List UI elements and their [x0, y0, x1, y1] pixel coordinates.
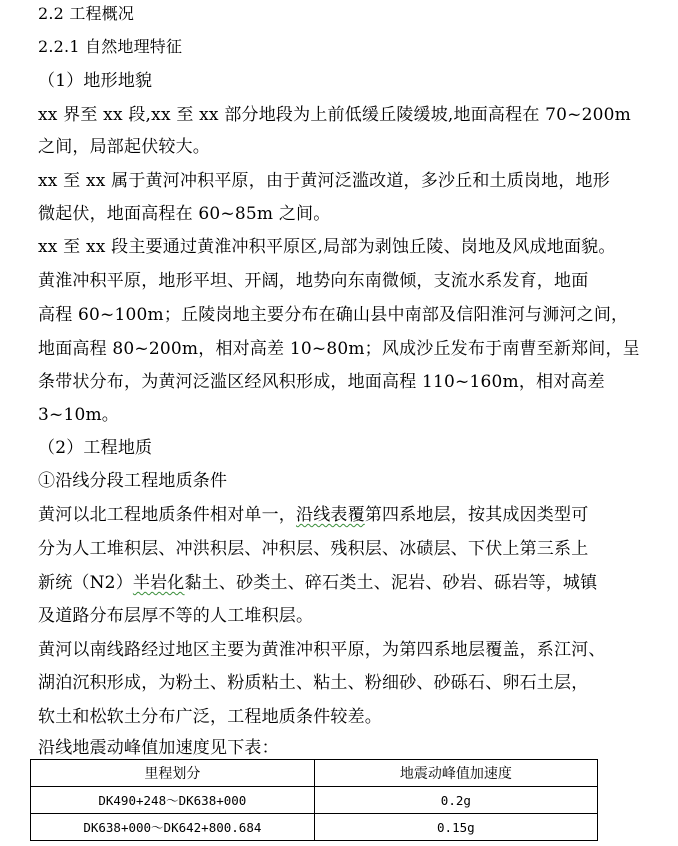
terrain-p1-line-1: xx 界至 xx 段,xx 至 xx 部分地段为上前低缓丘陵缓坡,地面高程在 70~200m: [38, 105, 631, 125]
terrain-p2-line-1: xx 至 xx 属于黄河冲积平原，由于黄河泛滥改道，多沙丘和土质岗地，地形: [38, 171, 610, 191]
table-row: [31, 814, 598, 841]
terrain-p3-line-6: 3~10m。: [38, 405, 120, 425]
terrain-p3-line-1: xx 至 xx 段主要通过黄淮冲积平原区,局部为剥蚀丘陵、岗地及风成地面貌。: [38, 237, 616, 257]
terrain-p3-line-3: 高程 60~100m；丘陵岗地主要分布在确山县中南部及信阳淮河与浉河之间，: [38, 305, 629, 325]
terrain-p3-line-2: 黄淮冲积平原，地形平坦、开阔，地势向东南微倾，支流水系发育，地面: [38, 271, 589, 291]
cell-acceleration: 0.15g: [314, 814, 597, 841]
cell-mileage: DK638+000～DK642+800.684: [31, 814, 315, 841]
geology-p2-line-2: 湖泊沉积形成，为粉土、粉质粘土、粘土、粉细砂、砂砾石、卵石土层，: [38, 673, 589, 693]
terrain-p3-line-5: 条带状分布，为黄河泛滥区经风积形成，地面高程 110~160m，相对高差: [38, 372, 605, 392]
geology-p1-line-3-b: 半岩化: [132, 573, 185, 593]
geology-subheading: ①沿线分段工程地质条件: [38, 471, 228, 491]
geology-p1-line-4: 及道路分布层厚不等的人工堆积层。: [38, 606, 314, 626]
table-header-row: [31, 760, 598, 787]
cell-mileage: DK490+248～DK638+000: [31, 787, 315, 814]
geology-p1-line-1-c: 第四系地层，按其成因类型可: [364, 505, 589, 525]
cell-acceleration: 0.2g: [314, 787, 597, 814]
geology-p1-line-2: 分为人工堆积层、冲洪积层、冲积层、残积层、冰碛层、下伏上第三系上: [38, 539, 589, 559]
terrain-heading: （1）地形地貌: [38, 71, 153, 91]
geology-p1-line-3-c: 黏土、砂类土、碎石类土、泥岩、砂岩、砾岩等，城镇: [184, 573, 598, 593]
geology-p1-line-1-a: 黄河以北工程地质条件相对单一，: [38, 505, 296, 525]
terrain-p2-line-2: 微起伏，地面高程在 60~85m 之间。: [38, 204, 331, 224]
geology-p1-line-1-b: 沿线表覆: [296, 505, 365, 525]
terrain-p3-line-4: 地面高程 80~200m，相对高差 10~80m；风成沙丘发布于南曹至新郑间，呈: [38, 339, 640, 359]
seismic-acceleration-table: [30, 759, 598, 841]
table-caption: 沿线地震动峰值加速度见下表：: [38, 738, 279, 758]
table-row: [31, 787, 598, 814]
geology-p1-line-3-a: 新统（N2）: [38, 573, 133, 593]
section-title: 2.2 工程概况: [38, 4, 135, 23]
header-acceleration: 地震动峰值加速度: [314, 760, 597, 787]
header-mileage: 里程划分: [31, 760, 315, 787]
geology-p1-line-1: [38, 504, 588, 526]
terrain-p1-line-2: 之间，局部起伏较大。: [38, 137, 210, 157]
geology-p2-line-3: 软土和松软土分布广泛，工程地质条件较差。: [38, 707, 382, 727]
geology-heading: （2）工程地质: [38, 438, 153, 458]
geology-p1-line-3: [38, 572, 597, 594]
subsection-title: 2.2.1 自然地理特征: [38, 37, 183, 56]
geology-p2-line-1: 黄河以南线路经过地区主要为黄淮冲积平原，为第四系地层覆盖，系江河、: [38, 640, 606, 660]
